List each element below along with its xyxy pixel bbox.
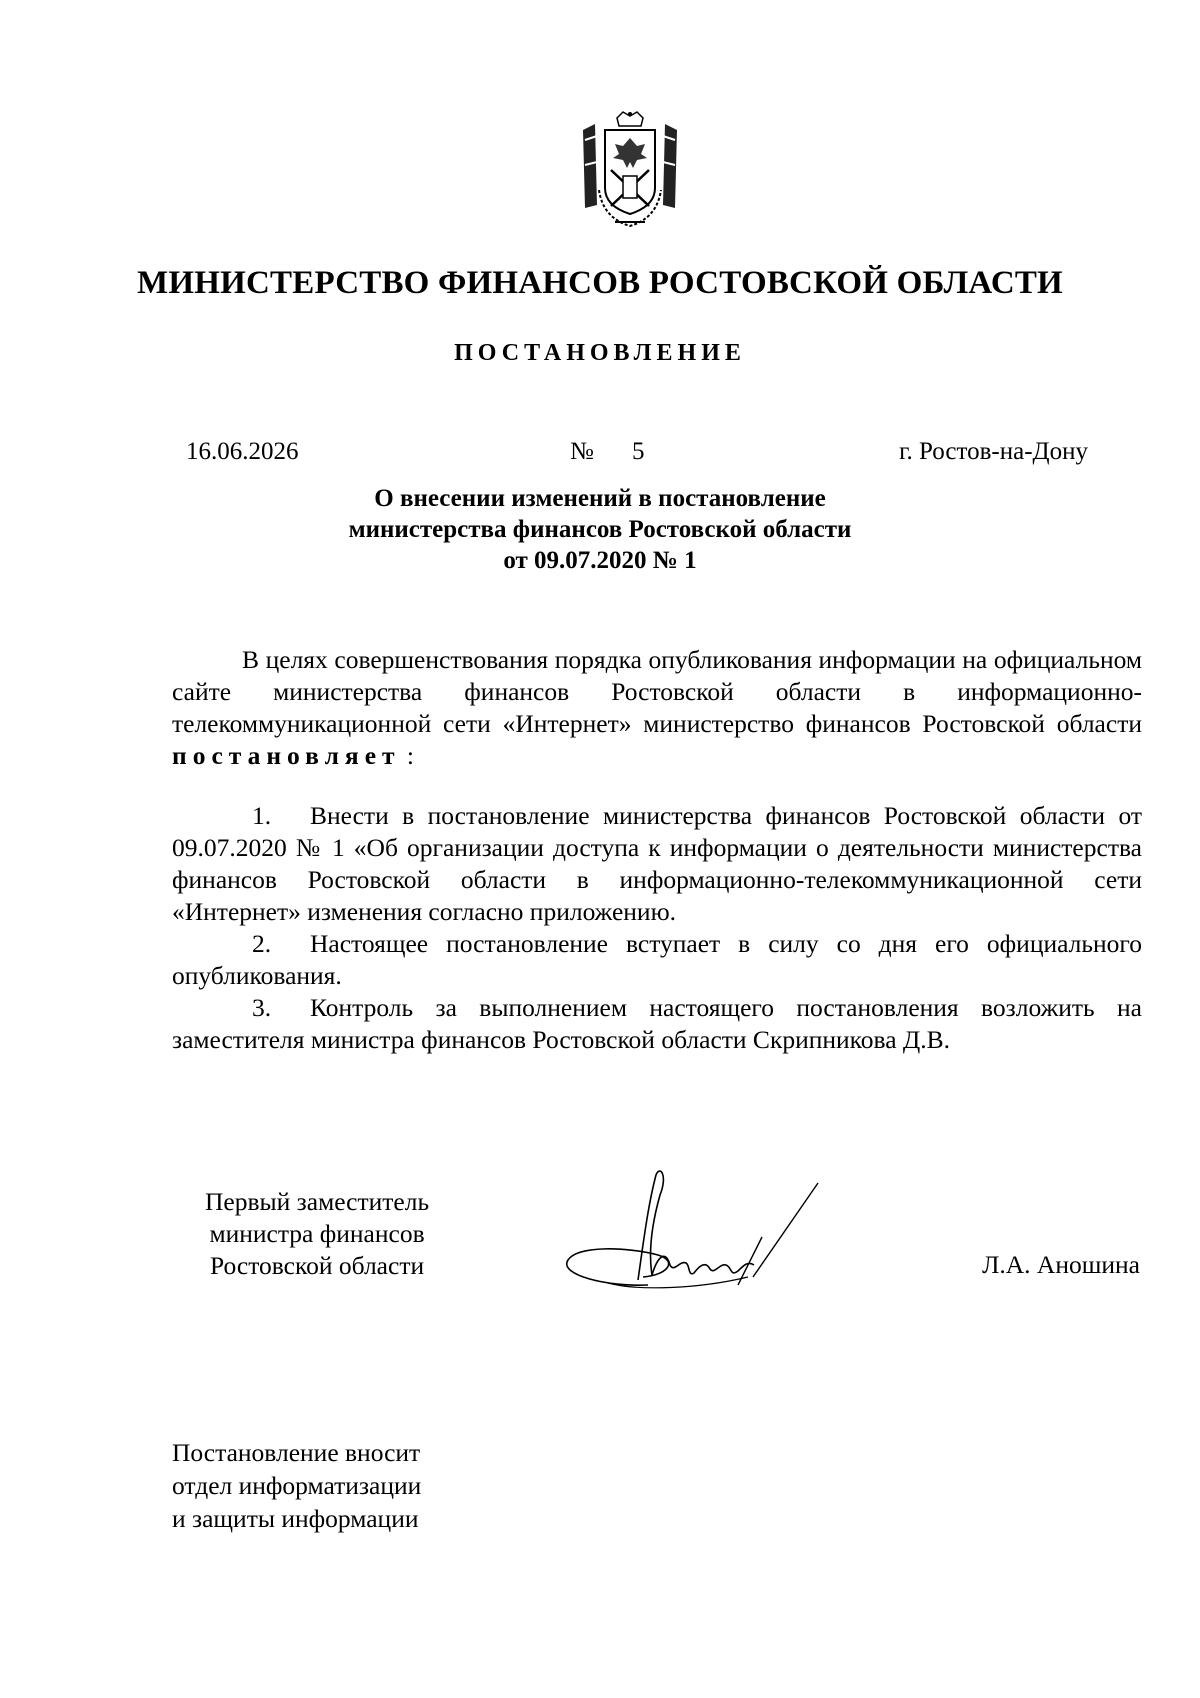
item-text: Настоящее постановление вступает в силу со дня его официального опубликования.	[172, 929, 1142, 990]
item-number: 3.	[252, 993, 272, 1022]
signer-position-line: Ростовской области	[209, 1251, 425, 1280]
number-sign: №	[570, 438, 594, 465]
document-number: 5	[632, 438, 645, 465]
subject-line: министерства финансов Ростовской области	[348, 516, 852, 543]
document-meta	[0, 438, 1200, 474]
subject-line: О внесении изменений в постановление	[374, 485, 826, 512]
signer-position	[205, 1186, 429, 1282]
footer-line: и защиты информации	[172, 1504, 419, 1533]
preamble-paragraph	[172, 644, 1142, 772]
signer-position-line: Первый заместитель	[205, 1187, 430, 1216]
signer-position-line: министра финансов	[209, 1219, 425, 1248]
preamble-text: В целях совершенствования порядка опубликования информации на официальном сайте министерства финансов Ростовской области в информационно-телекоммуникационной сети «Интернет» министерство финансов Ростовской области	[172, 645, 1142, 738]
preamble-end: :	[400, 741, 415, 770]
document-city: г. Ростов-на-Дону	[899, 438, 1088, 465]
document-type: ПОСТАНОВЛЕНИЕ	[454, 340, 746, 366]
submitted-by-note	[172, 1436, 421, 1535]
signer-name: Л.А. Аношина	[982, 1250, 1140, 1279]
resolution-item	[172, 800, 1142, 928]
footer-line: Постановление вносит	[172, 1438, 421, 1467]
resolution-item	[172, 928, 1142, 992]
footer-line: отдел информатизации	[172, 1471, 422, 1500]
coat-of-arms-icon	[575, 110, 685, 232]
item-number: 1.	[252, 801, 272, 830]
document-date: 16.06.2026	[186, 438, 299, 465]
document-subject	[0, 483, 1200, 576]
decree-word: постановляет	[172, 741, 401, 770]
ministry-title: МИНИСТЕРСТВО ФИНАНСОВ РОСТОВСКОЙ ОБЛАСТИ	[137, 265, 1063, 301]
subject-line: от 09.07.2020 № 1	[503, 547, 697, 574]
item-text: Контроль за выполнением настоящего постановления возложить на заместителя министра финансов Ростовской области Скрипникова Д.В.	[172, 993, 1142, 1054]
item-text: Внести в постановление министерства финансов Ростовской области от 09.07.2020 № 1 «Об организации доступа к информации о деятельности министерства финансов Ростовской области в информационно-телекоммуникационной сети «Интернет» изменения согласно приложению.	[172, 801, 1142, 926]
item-number: 2.	[252, 929, 272, 958]
resolution-item	[172, 992, 1142, 1056]
handwritten-signature	[548, 1165, 838, 1305]
resolution-items	[172, 800, 1142, 1056]
